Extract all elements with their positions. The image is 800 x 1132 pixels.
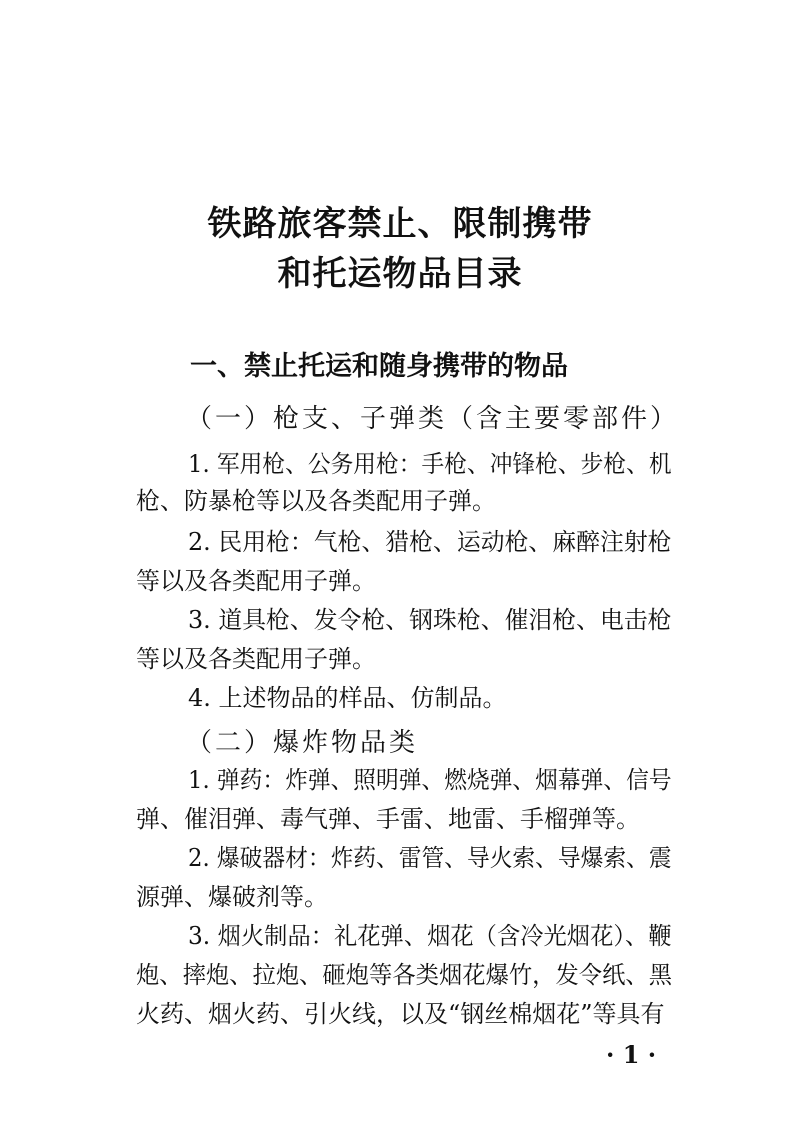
item-text-line: 火药、烟火药、引火线，以及“钢丝棉烟花”等具有 [136, 1000, 665, 1028]
item-text-line: 1. 军用枪、公务用枪：手枪、冲锋枪、步枪、机 [188, 450, 672, 478]
item-text-line: 3. 道具枪、发令枪、钢珠枪、催泪枪、电击枪 [188, 606, 672, 634]
section-heading: 一、禁止托运和随身携带的物品 [190, 351, 568, 382]
subsection-heading-firearms: （一）枪支、子弹类（含主要零部件） [186, 404, 680, 434]
page-number: · 1 · [606, 1040, 657, 1069]
document-title-line-2: 和托运物品目录 [277, 254, 523, 294]
item-text-line: 等以及各类配用子弹。 [136, 567, 376, 595]
document-title-line-1: 铁路旅客禁止、限制携带 [207, 204, 593, 244]
item-text-line: 源弹、爆破剂等。 [136, 883, 328, 911]
subsection-heading-explosives: （二）爆炸物品类 [186, 728, 419, 758]
item-text-line: 2. 爆破器材：炸药、雷管、导火索、导爆索、震 [188, 844, 672, 872]
item-text-line: 2. 民用枪：气枪、猎枪、运动枪、麻醉注射枪 [188, 528, 672, 556]
item-text-line: 1. 弹药：炸弹、照明弹、燃烧弹、烟幕弹、信号 [188, 766, 672, 794]
item-text-line: 枪、防暴枪等以及各类配用子弹。 [136, 487, 496, 515]
item-text-line: 3. 烟火制品：礼花弹、烟花（含冷光烟花）、鞭 [188, 922, 672, 950]
item-text-line: 炮、摔炮、拉炮、砸炮等各类烟花爆竹，发令纸、黑 [136, 961, 672, 989]
item-text-line: 4. 上述物品的样品、仿制品。 [188, 684, 507, 712]
item-text-line: 等以及各类配用子弹。 [136, 645, 376, 673]
item-text-line: 弹、催泪弹、毒气弹、手雷、地雷、手榴弹等。 [136, 805, 640, 833]
